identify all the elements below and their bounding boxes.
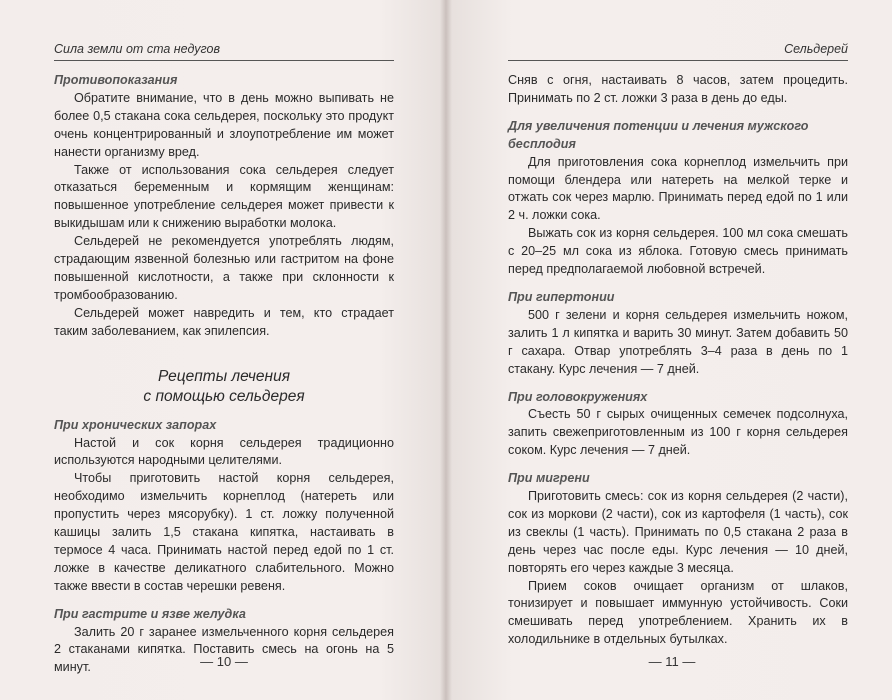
paragraph: 500 г зелени и корня сельдерея измельчить ножом, залить 1 л кипятка и варить 30 минут. Затем добавить 50 г сахара. Отвар употреблять 3–4 раза в день по 1 стакану. Курс лечения — 7 дней. (508, 307, 848, 376)
section-title-line2: с помощью сельдерея (143, 387, 305, 405)
page-number-right: — 11 — (648, 654, 696, 669)
page-number-left: — 10 — (200, 654, 248, 669)
paragraph: Для приготовления сока корнеплод измельчить при помощи блендера или натереть на мелкой терке и отжать сок через марлю. Принимать перед едой по 1 или 2 ч. ложки сока. (508, 154, 848, 223)
paragraph: Залить 20 г заранее измельченного корня сельдерея 2 стаканами кипятка. Поставить смесь на огонь на 5 минут. (54, 624, 394, 675)
paragraph: Обратите внимание, что в день можно выпивать не более 0,5 стакана сока сельдерея, поскольку это продукт очень концентрированный и злоупотребление им может нанести организму вред. (54, 90, 394, 159)
subheading-constipation: При хронических запорах (54, 417, 217, 432)
paragraph: Настой и сок корня сельдерея традиционно используются народными целителями. (54, 435, 394, 468)
subheading-migraine: При мигрени (508, 471, 590, 486)
subheading-gastritis: При гастрите и язве желудка (54, 606, 246, 621)
paragraph: Приготовить смесь: сок из корня сельдерея (2 части), сок из моркови (2 части), сок из картофеля (1 часть), сок из свеклы (1 часть). Принимать по 0,5 стакана 2 раза в день через час после еды. Курс лечения — 10 дней, повторять его через каждые 3 месяца. (508, 489, 848, 575)
book-gutter (440, 0, 452, 700)
subheading-contraindications: Противопоказания (54, 73, 178, 87)
paragraph: Выжать сок из корня сельдерея. 100 мл сока смешать с 20–25 мл сока из яблока. Готовую смесь принимать перед предполагаемой любовной встречей. (508, 226, 848, 277)
paragraph: Сельдерей может навредить и тем, кто страдает таким заболеванием, как эпилепсия. (54, 305, 394, 338)
subheading-dizziness: При головокружениях (508, 389, 648, 404)
subheading-potency: Для увеличения потенции и лечения мужского бесплодия (508, 118, 809, 151)
paragraph: Съесть 50 г сырых очищенных семечек подсолнуха, запить свежеприготовленным из 100 г корня сельдерея соком. Курс лечения — 7 дней. (508, 407, 848, 458)
paragraph: Также от использования сока сельдерея следует отказаться беременным и кормящим женщинам: повышенное употребление сельдерея может привести к выкидышам или к снижению выработки молока. (54, 162, 394, 231)
left-page-content (54, 72, 394, 677)
subheading-hypertension: При гипертонии (508, 289, 615, 304)
section-title (54, 367, 394, 407)
paragraph-continued: Сняв с огня, настаивать 8 часов, затем процедить. Принимать по 2 ст. ложки 3 раза в день до еды. (508, 73, 848, 105)
right-page-content (508, 72, 848, 649)
section-title-line1: Рецепты лечения (158, 367, 290, 385)
paragraph: Прием соков очищает организм от шлаков, тонизирует и повышает иммунную устойчивость. Соки смешивать перед употреблением. Хранить их в холодильнике в отдельных бутылках. (508, 578, 848, 647)
left-head-rule (54, 60, 394, 61)
right-head-rule (508, 60, 848, 61)
paragraph: Сельдерей не рекомендуется употреблять людям, страдающим язвенной болезнью или гастритом на фоне повышенной кислотности, а также при склонности к тромбообразованию. (54, 234, 394, 302)
paragraph: Чтобы приготовить настой корня сельдерея, необходимо измельчить корнеплод (натереть или пропустить через мясорубку). 1 ст. ложку полученной кашицы залить 1,5 стакана кипятка, настаивать в термосе 4 часа. Принимать настой перед едой по 1 ст. ложке в качестве деликатного слабительного. Можно также ввести в состав черешки ревеня. (54, 471, 394, 593)
right-running-head: Сельдерей (784, 42, 848, 56)
left-running-head: Сила земли от ста недугов (54, 42, 220, 56)
